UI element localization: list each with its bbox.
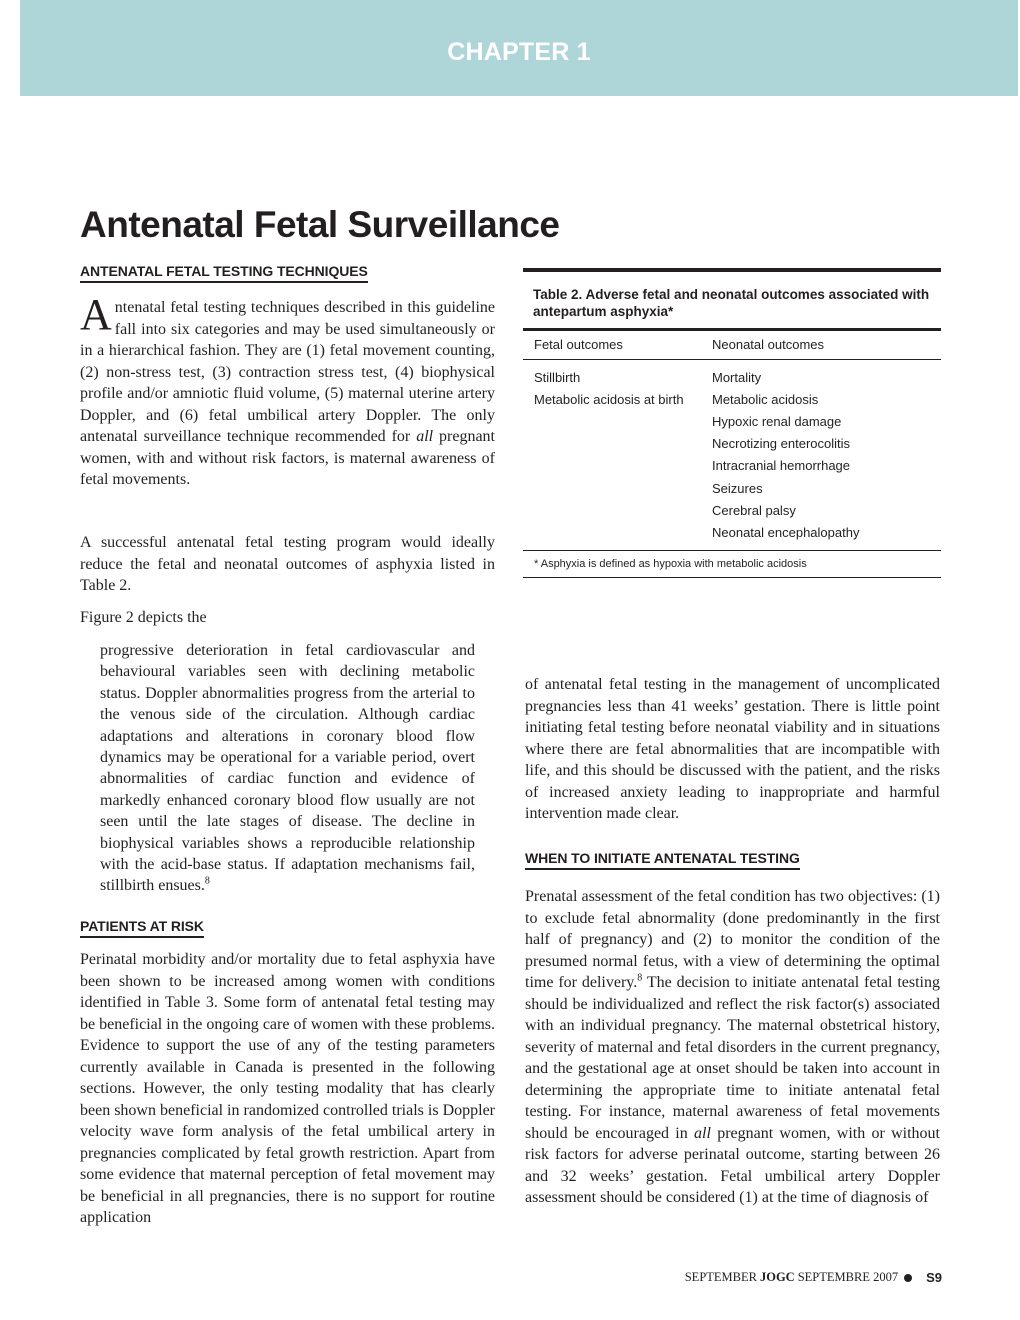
table-header-row <box>523 331 941 359</box>
table-body <box>523 360 941 550</box>
paragraph-figure-intro: Figure 2 depicts the <box>80 609 207 626</box>
table-header-neonatal: Neonatal outcomes <box>712 337 825 352</box>
paragraph-program: A successful antenatal fetal testing program would ideally reduce the fetal and neonatal outcomes of asphyxia listed in Table 2. <box>80 534 495 594</box>
chapter-label: CHAPTER 1 <box>447 38 591 66</box>
table-row <box>523 410 941 432</box>
paragraph-when-to-initiate: Prenatal assessment of the fetal condition has two objectives: (1) to exclude fetal abnormality (done predominantly in the first half of pregnancy) and (2) to monitor the condition of the presumed normal fetus, with a view of determining the optimal time for delivery.$^8$ The decision to initiate antenatal fetal testing should be individualized and reflect the risk factor(s) associated with an individual pregnancy. The maternal obstetrical history, severity of maternal and fetal disorders in the current pregnancy, and the gestational age at onset should be taken into account in determining the appropriate time to initiate antenatal fetal testing. For instance, maternal awareness of fetal movements should be encouraged in all pregnant women, with or without risk factors for adverse perinatal outcome, starting between 26 and 32 weeks’ gestation. Fetal umbilical artery Doppler assessment should be considered (1) at the time of diagnosis of <box>525 888 941 1206</box>
table-row <box>523 388 941 410</box>
table-row <box>523 499 941 521</box>
page-number: S9 <box>926 1270 942 1285</box>
table-cell-neonatal: Mortality <box>712 369 762 385</box>
paragraph-intro: Antenatal fetal testing techniques described in this guideline fall into six categories and may be used simultaneously or in a hierarchical fashion. They are (1) fetal movement counting, (2) non-stress test, (3) contraction stress test, (4) biophysical profile and/or amniotic fluid volume, (5) maternal uterine artery Doppler, and (6) fetal umbilical artery Doppler. The only antenatal surveillance technique recommended for all pregnant women, with and without risk factors, is maternal awareness of fetal movements. <box>80 290 496 488</box>
table-row <box>523 366 941 388</box>
table-cell-neonatal: Cerebral palsy <box>712 502 796 518</box>
table-cell-neonatal: Necrotizing enterocolitis <box>712 436 851 452</box>
section-heading-testing-techniques: ANTENATAL FETAL TESTING TECHNIQUES <box>80 263 368 283</box>
table-cell-neonatal: Intracranial hemorrhage <box>712 458 851 474</box>
table-adverse-outcomes <box>523 268 941 578</box>
section-heading-when-to-initiate: WHEN TO INITIATE ANTENATAL TESTING <box>525 850 800 870</box>
table-cell-neonatal: Hypoxic renal damage <box>712 413 842 429</box>
table-row <box>523 433 941 455</box>
paragraph-continued: of antenatal fetal testing in the management of uncomplicated pregnancies less than 41 weeks’ gestation. There is little point initiating fetal testing before neonatal viability and in situations where there are fetal abnormalities that are incompatible with life, and this should be discussed with the patient, and the risks of increased anxiety leading to inappropriate and harmful intervention made clear. <box>525 676 940 822</box>
section-heading-patients-at-risk: PATIENTS AT RISK <box>80 918 204 938</box>
table-header-fetal: Fetal outcomes <box>534 337 623 352</box>
footer-month-en: SEPTEMBER <box>684 1270 757 1284</box>
table-footnote: * Asphyxia is defined as hypoxia with metabolic acidosis <box>534 557 807 570</box>
citation-ref: 8 <box>204 876 210 888</box>
footer-journal: JOGC <box>759 1270 795 1284</box>
table-row <box>523 477 941 499</box>
table-row <box>523 455 941 477</box>
table-cell-fetal: Stillbirth <box>534 369 581 385</box>
table-bottom-rule <box>523 577 941 578</box>
table-cell-fetal: Metabolic acidosis at birth <box>534 391 684 407</box>
table-cell-neonatal: Metabolic acidosis <box>712 391 819 407</box>
citation-ref: 8 <box>637 972 643 984</box>
drop-cap: A <box>80 290 112 339</box>
table-row <box>523 521 941 543</box>
page-footer <box>685 1270 942 1285</box>
table-cell-neonatal: Seizures <box>712 480 763 496</box>
table-cell-neonatal: Neonatal encephalopathy <box>712 524 860 540</box>
chapter-banner <box>20 0 1018 96</box>
footer-month-fr: SEPTEMBRE 2007 <box>797 1270 899 1284</box>
bullet-icon <box>904 1274 912 1282</box>
page-title: Antenatal Fetal Surveillance <box>80 204 560 245</box>
paragraph-patients-at-risk: Perinatal morbidity and/or mortality due to fetal asphyxia have been shown to be increased among women with conditions identified in Table 3. Some form of antenatal fetal testing may be beneficial in the ongoing care of women with these problems. Evidence to support the use of any of the testing parameters currently available in Canada is presented in the following sections. However, the only testing modality that has clearly been shown beneficial in randomized controlled trials is Doppler velocity wave form analysis of the fetal umbilical artery in pregnancies complicated by fetal growth restriction. Apart from some evidence that maternal perception of fetal movement may be beneficial in all pregnancies, there is no support for routine application <box>80 951 495 1226</box>
block-quote: progressive deterioration in fetal cardiovascular and behavioural variables seen with declining metabolic status. Doppler abnormalities progress from the arterial to the venous side of the circulation. Although cardiac adaptations and alterations in coronary blood flow dynamics may be operational for a variable period, overt abnormalities of cardiac function and evidence of markedly enhanced coronary blood flow usually are not seen until the late stages of disease. The decline in biophysical variables shows a reproducible relationship with the acid-base status. If adaptation mechanisms fail, stillbirth ensues.$^8$ <box>100 642 475 895</box>
table-caption: Table 2. Adverse fetal and neonatal outcomes associated with antepartum asphyxia* <box>533 287 930 319</box>
